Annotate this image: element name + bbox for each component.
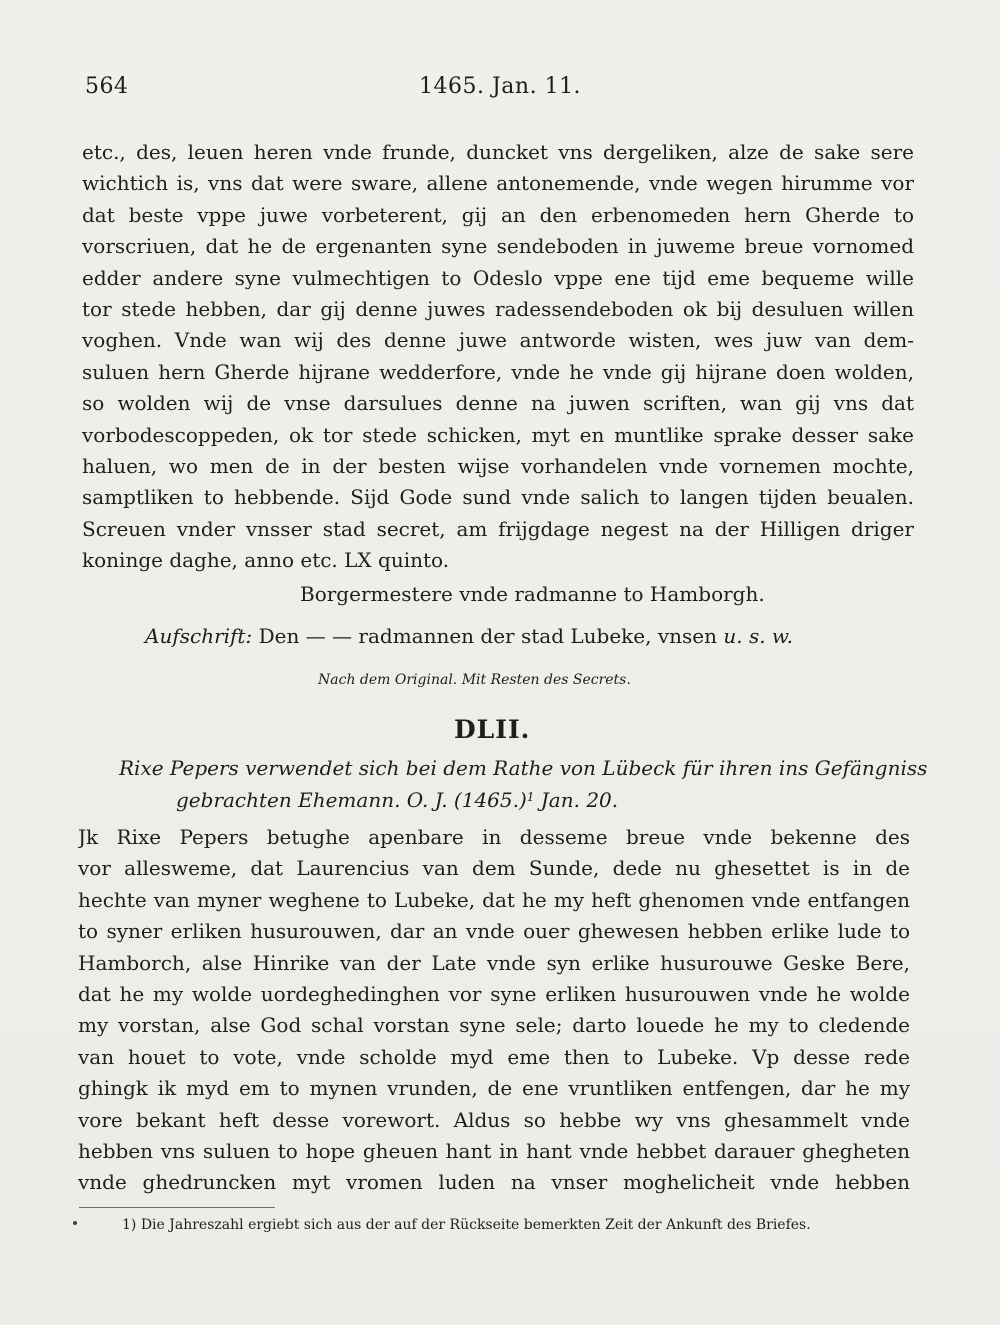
letter-one-line: dat beste vppe juwe vorbeterent, gij an den erbenomeden hern Gherde to	[82, 202, 914, 227]
source-note: Nach dem Original. Mit Resten des Secrets.	[318, 672, 631, 688]
page-header	[85, 74, 915, 104]
document-two-body	[78, 822, 910, 1199]
document-two-line: vnde ghedruncken myt vromen luden na vnser moghelicheit vnde hebben	[78, 1170, 910, 1195]
letter-one-line: voghen. Vnde wan wij des denne juwe antworde wisten, wes juw van dem-	[82, 328, 914, 353]
footnote-marker: 1	[526, 790, 535, 804]
address-text: Den — — radmannen der stad Lubeke, vnsen	[258, 624, 717, 648]
page-number: 564	[85, 74, 129, 99]
letter-one-line: vorscriuen, dat he de ergenanten syne sendeboden in juweme breue vornomed	[82, 234, 914, 259]
running-head: 1465. Jan. 11.	[419, 74, 582, 99]
signature-line: Borgermestere vnde radmanne to Hamborgh.	[300, 582, 765, 606]
document-two-line: van houet to vote, vnde scholde myd eme then to Lubeke. Vp desse rede	[78, 1044, 910, 1069]
letter-one-line: tor stede hebben, dar gij denne juwes radessendeboden ok bij desuluen willen	[82, 296, 914, 321]
letter-one-line: so wolden wij de vnse darsulues denne na juwen scriften, wan gij vns dat	[82, 391, 914, 416]
footnote-mark: 1)	[122, 1217, 137, 1233]
document-number: DLII.	[454, 715, 531, 744]
letter-one-line: koninge daghe, anno etc. LX quinto.	[82, 548, 450, 573]
footnote-text: Die Jahreszahl ergiebt sich aus der auf der Rückseite bemerkten Zeit der Ankunft des Briefes.	[140, 1217, 811, 1233]
document-two-line: ghingk ik myd em to mynen vrunden, de ene vruntliken entfengen, dar he my	[78, 1076, 910, 1101]
document-heading-line-1: Rixe Pepers verwendet sich bei dem Rathe von Lübeck für ihren ins Gefängniss	[119, 756, 928, 780]
heading-date: Jan. 20.	[534, 788, 619, 812]
letter-one-line: samptliken to hebbende. Sijd Gode sund vnde salich to langen tijden beualen.	[82, 485, 914, 510]
footnote-divider	[79, 1207, 275, 1208]
letter-one-line: edder andere syne vulmechtigen to Odeslo vppe ene tijd eme bequeme wille	[82, 265, 914, 290]
letter-one-line: haluen, wo men de in der besten wijse vorhandelen vnde vornemen mochte,	[82, 453, 914, 478]
letter-one-line: etc., des, leuen heren vnde frunde, duncket vns dergeliken, alze de sake sere	[82, 140, 914, 164]
document-two-line: hebben vns suluen to hope gheuen hant in hant vnde hebbet darauer ghegheten	[78, 1138, 910, 1163]
document-two-line: Hamborch, alse Hinrike van der Late vnde syn erlike husurouwe Geske Bere,	[78, 950, 910, 975]
document-two-line: Jk Rixe Pepers betughe apenbare in desseme breue vnde bekenne des	[78, 825, 910, 849]
document-two-line: hechte van myner weghene to Lubeke, dat he my heft ghenomen vnde entfangen	[78, 887, 910, 912]
document-two-line: vore bekant heft desse vorewort. Aldus so hebbe wy vns ghesammelt vnde	[78, 1107, 910, 1132]
address-line	[145, 620, 845, 652]
document-heading-line-2	[176, 785, 696, 815]
document-two-line: my vorstan, alse God schal vorstan syne sele; darto louede he my to cledende	[78, 1013, 910, 1038]
document-two-line: to syner erliken husurouwen, dar an vnde ouer ghewesen hebben erlike lude to	[78, 919, 910, 944]
document-two-line: dat he my wolde uordeghedinghen vor syne erliken husurouwen vnde he wolde	[78, 981, 910, 1006]
letter-one-line: vorbodescoppeden, ok tor stede schicken, myt en muntlike sprake desser sake	[82, 422, 914, 447]
letter-one-body	[82, 137, 914, 576]
footnote	[122, 1213, 882, 1237]
document-two-line: vor allesweme, dat Laurencius van dem Sunde, dede nu ghesettet is in de	[78, 856, 910, 881]
letter-one-line: wichtich is, vns dat were sware, allene antonemende, vnde wegen hirumme vor	[82, 171, 914, 196]
address-label: Aufschrift:	[145, 624, 253, 648]
heading-main-text: gebrachten Ehemann. O. J. (1465.)	[176, 788, 527, 812]
letter-one-line: suluen hern Gherde hijrane wedderfore, vnde he vnde gij hijrane doen wolden,	[82, 359, 914, 384]
address-abbreviation: u. s. w.	[723, 624, 794, 648]
letter-one-line: Screuen vnder vnsser stad secret, am frijgdage negest na der Hilligen driger	[82, 516, 914, 541]
margin-mark	[73, 1221, 77, 1225]
